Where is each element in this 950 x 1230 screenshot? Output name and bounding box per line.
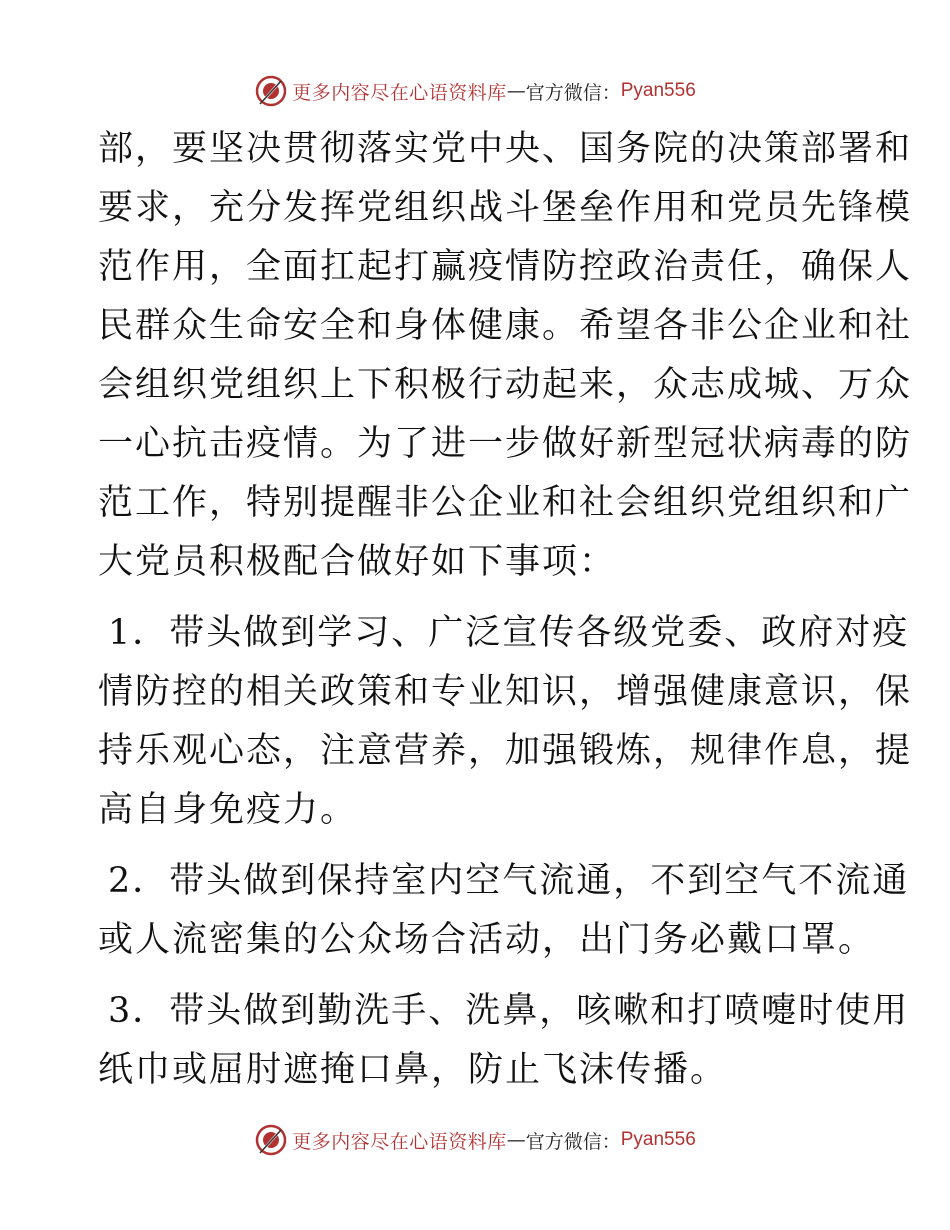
- text-line: 范工作，特别提醒非公企业和社会组织党组织和广: [98, 483, 913, 523]
- banner-wechat-label: 官方微信：: [525, 81, 621, 104]
- text-line: 大党员积极配合做好如下事项：: [98, 542, 617, 582]
- text-line: 部，要坚决贯彻落实党中央、国务院的决策部署和: [98, 129, 913, 169]
- list-item-2: [98, 852, 910, 970]
- text-line: 高自身免疫力。: [98, 790, 358, 830]
- banner-separator: —: [506, 1129, 526, 1151]
- text-line: 或人流密集的公众场合活动，出门务必戴口罩。: [98, 920, 876, 960]
- intro-paragraph: [98, 120, 913, 592]
- banner-promo-text: 更多内容尽在心语资料库: [292, 1130, 507, 1153]
- text-line: 纸巾或屈肘遮掩口鼻，防止飞沫传播。: [98, 1050, 728, 1090]
- banner-wechat-id: Pyan556: [620, 80, 696, 101]
- text-line: 持乐观心态，注意营养，加强锻炼，规律作息，提: [98, 731, 913, 771]
- header-banner: [0, 71, 950, 111]
- banner-promo-text: 更多内容尽在心语资料库: [292, 81, 507, 104]
- text-line: 情防控的相关政策和专业知识，增强健康意识，保: [98, 672, 913, 712]
- brand-logo-icon: [254, 1123, 288, 1157]
- text-line: 一心抗击疫情。为了进一步做好新型冠状病毒的防: [98, 424, 913, 464]
- text-line: 范作用，全面扛起打赢疫情防控政治责任，确保人: [98, 247, 913, 287]
- list-item-1: [98, 604, 913, 840]
- text-line: 2．带头做到保持室内空气流通，不到空气不流通: [108, 861, 910, 901]
- list-item-3: [98, 982, 910, 1100]
- document-body: [98, 120, 913, 1100]
- brand-logo-icon: [254, 74, 288, 108]
- banner-wechat-id: Pyan556: [620, 1129, 696, 1150]
- footer-banner: [0, 1120, 950, 1160]
- text-line: 1．带头做到学习、广泛宣传各级党委、政府对疫: [108, 613, 910, 653]
- text-line: 民群众生命安全和身体健康。希望各非公企业和社: [98, 306, 913, 346]
- text-line: 要求，充分发挥党组织战斗堡垒作用和党员先锋模: [98, 188, 913, 228]
- banner-separator: —: [506, 80, 526, 102]
- text-line: 会组织党组织上下积极行动起来，众志成城、万众: [98, 365, 913, 405]
- text-line: 3．带头做到勤洗手、洗鼻，咳嗽和打喷嚏时使用: [108, 991, 910, 1031]
- banner-wechat-label: 官方微信：: [525, 1130, 621, 1153]
